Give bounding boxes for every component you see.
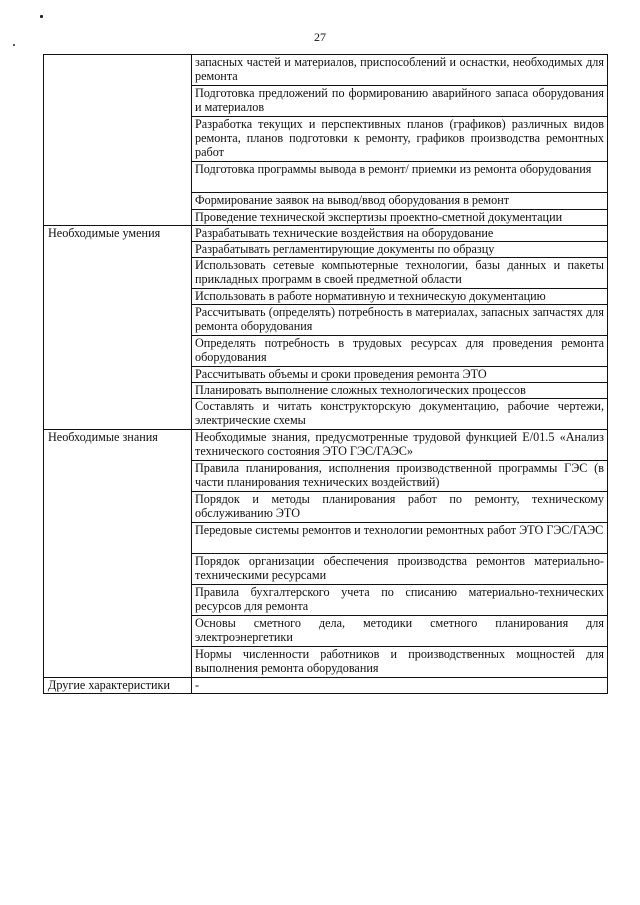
skill-item: Разрабатывать регламентирующие документы по образцу xyxy=(192,242,608,258)
table-row xyxy=(44,430,608,461)
knowledge-label: Необходимые знания xyxy=(44,430,192,678)
table-row xyxy=(44,678,608,694)
skill-item: Рассчитывать (определять) потребность в материалах, запасных запчастях для ремонта оборудования xyxy=(192,305,608,336)
table-row xyxy=(44,226,608,242)
knowledge-item: Необходимые знания, предусмотренные трудовой функцией E/01.5 «Анализ технического состояния ЭТО ГЭС/ГАЭС» xyxy=(192,430,608,461)
knowledge-item: Нормы численности работников и производственных мощностей для выполнения ремонта оборудования xyxy=(192,647,608,678)
skill-item: Использовать сетевые компьютерные технологии, базы данных и пакеты прикладных программ в своей предметной области xyxy=(192,258,608,289)
knowledge-item: Порядок и методы планирования работ по ремонту, техническому обслуживанию ЭТО xyxy=(192,492,608,523)
skill-item: Планировать выполнение сложных технологических процессов xyxy=(192,383,608,399)
labor-action-item: Подготовка предложений по формированию аварийного запаса оборудования и материалов xyxy=(192,86,608,117)
knowledge-item: Передовые системы ремонтов и технологии ремонтных работ ЭТО ГЭС/ГАЭС xyxy=(192,523,608,554)
labor-action-item: запасных частей и материалов, приспособлений и оснастки, необходимых для ремонта xyxy=(192,55,608,86)
knowledge-item: Порядок организации обеспечения производства ремонтов материально-техническими ресурсами xyxy=(192,554,608,585)
scan-mark xyxy=(40,15,43,18)
qualification-table xyxy=(43,54,608,694)
labor-action-item: Подготовка программы вывода в ремонт/ приемки из ремонта оборудования xyxy=(192,162,608,193)
skill-item: Разрабатывать технические воздействия на оборудование xyxy=(192,226,608,242)
page-number: 27 xyxy=(314,30,326,44)
labor-action-item: Разработка текущих и перспективных планов (графиков) различных видов ремонта, планов подготовки к ремонту, графиков производства ремонтных работ xyxy=(192,117,608,162)
other-characteristics-label: Другие характеристики xyxy=(44,678,192,694)
skill-item: Составлять и читать конструкторскую документацию, рабочие чертежи, электрические схемы xyxy=(192,399,608,430)
knowledge-item: Правила бухгалтерского учета по списанию материально-технических ресурсов для ремонта xyxy=(192,585,608,616)
knowledge-item: Основы сметного дела, методики сметного планирования для электроэнергетики xyxy=(192,616,608,647)
skill-item: Определять потребность в трудовых ресурсах для проведения ремонта оборудования xyxy=(192,336,608,367)
skills-label: Необходимые умения xyxy=(44,226,192,430)
labor-action-item: Формирование заявок на вывод/ввод оборудования в ремонт xyxy=(192,193,608,210)
labor-action-item: Проведение технической экспертизы проектно-сметной документации xyxy=(192,210,608,226)
other-characteristics-value: - xyxy=(192,678,608,694)
knowledge-item: Правила планирования, исполнения производственной программы ГЭС (в части планирования технических воздействий) xyxy=(192,461,608,492)
labor-actions-label-cell xyxy=(44,55,192,226)
table-row xyxy=(44,55,608,86)
skill-item: Рассчитывать объемы и сроки проведения ремонта ЭТО xyxy=(192,367,608,383)
skill-item: Использовать в работе нормативную и техническую документацию xyxy=(192,289,608,305)
